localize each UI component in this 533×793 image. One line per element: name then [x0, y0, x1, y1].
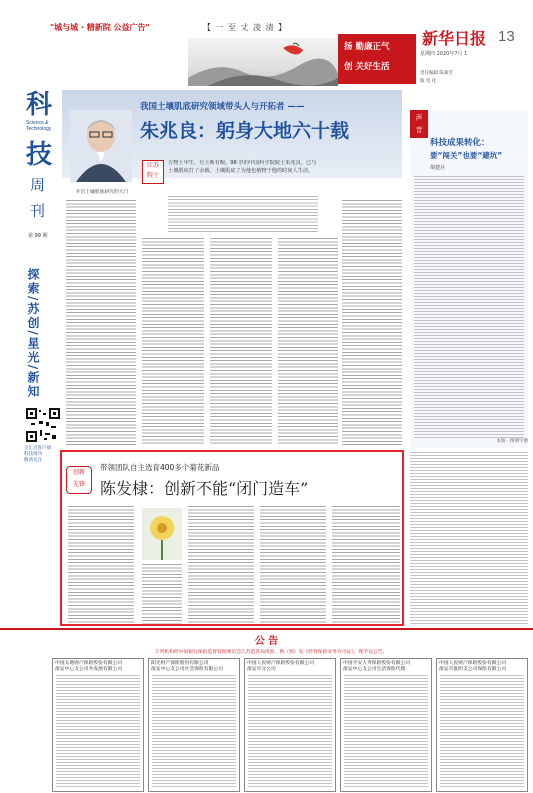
- slogan-vertical: [24, 268, 54, 408]
- secondary-kicker: 带领团队自主选育400多个菊花新品: [100, 463, 220, 472]
- right-headline-line1: 科技成果转化：: [430, 138, 490, 148]
- editor-line2: 版 电 化: [420, 79, 437, 84]
- flower-photo: [142, 508, 182, 560]
- main-body-col3: [210, 238, 272, 445]
- secondary-story: [60, 450, 404, 626]
- portrait-photo: [70, 110, 132, 182]
- header: [0, 0, 533, 88]
- qr-caption-line1: 交汇点客户端: [24, 446, 51, 451]
- issue-date: 星期四 2020年7月 1: [420, 51, 468, 57]
- editor-line1: 责任编辑 陈素芳: [420, 71, 453, 76]
- landscape-painting-image: [188, 38, 338, 86]
- notice-box-title: 中国人民财产保险股份有限公司 淮安市分公司: [247, 661, 315, 672]
- right-column: [410, 110, 528, 448]
- tag-line1: 江苏: [146, 162, 159, 169]
- notice-box-title: 中国太地财产保险股份有限公司 淮安中心支公司共发展有限公司: [55, 661, 123, 672]
- issue-number: 第 99 期: [28, 233, 48, 239]
- secondary-body-col3: [188, 506, 254, 624]
- main-body-col1: [66, 200, 136, 445]
- secondary-tag-line1: 创新: [72, 469, 85, 476]
- notice-box-text: [248, 675, 332, 788]
- notice-box-2: [148, 658, 240, 792]
- title-english: Science & Technology: [26, 120, 52, 132]
- secondary-body-col4: [260, 506, 326, 624]
- voice-badge-bottom: 音: [415, 126, 423, 134]
- voice-badge: [410, 110, 428, 138]
- intro-text-lines: [168, 196, 318, 234]
- voice-badge-top: 声: [415, 114, 423, 122]
- right-body-text: [414, 176, 524, 438]
- qr-caption: [24, 446, 64, 464]
- secondary-body-col5: [332, 506, 400, 624]
- right-footer-note: 本版一图钢字源: [496, 439, 528, 444]
- notice-box-5: [436, 658, 528, 792]
- secondary-body-col1: [68, 506, 134, 624]
- qr-caption-line3: 敬请关注: [24, 458, 42, 463]
- title-char-ji: 技: [26, 140, 53, 170]
- red-banner-line2: 创 关好生活: [344, 62, 390, 72]
- jiangsu-academician-tag: [142, 160, 164, 184]
- main-headline: 朱兆良：躬身大地六十载: [140, 120, 350, 142]
- notice-box-title: 中国人民财产保险股份有限公司 淮安市淮阴支公司保险有限公司: [439, 661, 507, 672]
- paper-name: 新华日报: [422, 29, 487, 48]
- page-number: 13: [498, 28, 515, 45]
- innovation-pioneer-tag: [66, 466, 92, 494]
- notice-title: 公 告: [254, 636, 279, 647]
- secondary-headline: 陈发棣：创新不能“闭门造车”: [100, 479, 309, 498]
- notice-boxes: [52, 658, 528, 792]
- main-intro: 万物土中生，有土斯有粮。98 岁的中国科学院院士朱兆良，已与土壤肌底打了余载。土壤肌底了为他也植物于他的时间人生动。: [168, 160, 317, 174]
- main-story: [62, 90, 402, 445]
- notice-subtitle: 下列机构经中国银行保险监督管理委员会江苏监管局批准，换（颁）发《经营保险业务许可证》，现予以公告。: [154, 650, 388, 655]
- center-banner: 【 一 至 丈 凌 清 】: [202, 23, 288, 32]
- qr-code: [26, 408, 60, 442]
- title-char-ke: 科: [26, 90, 53, 120]
- main-body-col4: [278, 238, 338, 445]
- public-notice: [0, 628, 533, 793]
- notice-box-text: [56, 675, 140, 788]
- right-headline-line2: 要“闯关”也要“避坑”: [430, 151, 503, 160]
- red-banner-line1: 扬 勤廉正气: [344, 42, 390, 52]
- notice-box-text: [152, 675, 236, 788]
- secondary-tag-line2: 先锋: [72, 481, 85, 488]
- secondary-body-col2: [142, 564, 182, 624]
- title-char-kan: 刊: [30, 202, 46, 220]
- red-banner: [338, 34, 416, 84]
- notice-box-title: 中国平安人寿保险股份有限公司 淮安中心支公司生活保险代理: [343, 661, 411, 672]
- notice-box-3: [244, 658, 336, 792]
- right-column-lower-text: [410, 452, 528, 624]
- photo-caption: 开启土壤肌底研究的大门: [75, 190, 129, 195]
- notice-box-4: [340, 658, 432, 792]
- notice-box-title: 阳光财产保险股份有限公司 淮安中心支公司社会保险有限公司: [151, 661, 223, 672]
- title-char-zhou: 周: [30, 176, 46, 194]
- right-byline: 胡建兵: [430, 165, 446, 171]
- notice-box-1: [52, 658, 144, 792]
- top-slogan: "城与城 · 精新院 公益广告": [50, 23, 150, 32]
- notice-box-text: [344, 675, 428, 788]
- main-kicker: 我国土壤肌底研究领域带头人与开拓者 ——: [140, 102, 305, 112]
- qr-caption-line2: 科技周刊: [24, 452, 42, 457]
- tag-line2: 院士: [146, 172, 159, 179]
- notice-box-text: [440, 675, 524, 788]
- slogan-text: 探索/苏创/星光/新知: [26, 268, 40, 400]
- main-body-col2: [142, 238, 204, 445]
- main-body-col5: [342, 200, 402, 445]
